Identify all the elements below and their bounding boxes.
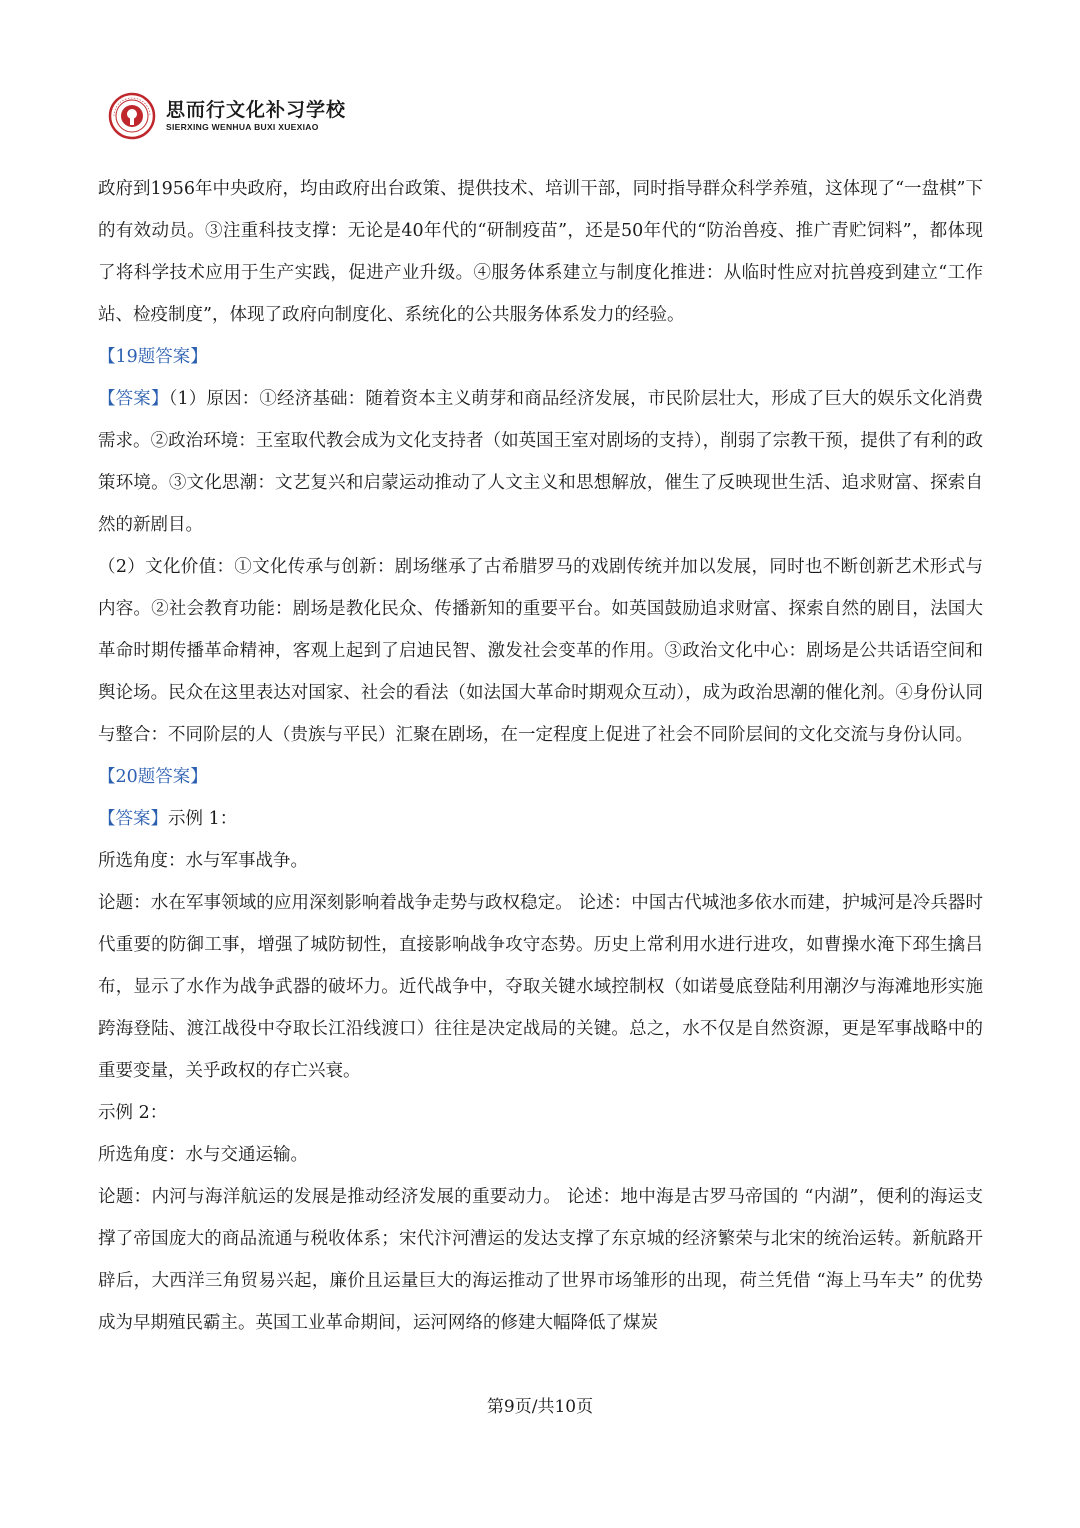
example1-argument: 论题：水在军事领域的应用深刻影响着战争走势与政权稳定。 论述：中国古代城池多依水而建，护城河是冷兵器时代重要的防御工事，增强了城防韧性，直接影响战争攻守态势。历史上常利用水进行进攻，如曹操水淹下邳生擒吕布，显示了水作为战争武器的破坏力。近代战争中，夺取关键水域控制权（如诺曼底登陆利用潮汐与海滩地形实施跨海登陆、渡江战役中夺取长江沿线渡口）往往是决定战局的关键。总之，水不仅是自然资源，更是军事战略中的重要变量，关乎政权的存亡兴衰。 (98, 893, 983, 1081)
q19-answer-part2: （2）文化价值：①文化传承与创新：剧场继承了古希腊罗马的戏剧传统并加以发展，同时也不断创新艺术形式与内容。②社会教育功能：剧场是教化民众、传播新知的重要平台。如英国鼓励追求财富、探索自然的剧目，法国大革命时期传播革命精神，客观上起到了启迪民智、激发社会变革的作用。③政治文化中心：剧场是公共话语空间和舆论场。民众在这里表达对国家、社会的看法（如法国大革命时期观众互动），成为政治思潮的催化剂。④身份认同与整合：不同阶层的人（贵族与平民）汇聚在剧场，在一定程度上促进了社会不同阶层间的文化交流与身份认同。 (98, 557, 983, 745)
example1-angle: 所选角度：水与军事战争。 (98, 851, 308, 871)
q19-title: 【19题答案】 (98, 347, 208, 367)
paragraph-continued: 政府到1956年中央政府，均由政府出台政策、提供技术、培训干部，同时指导群众科学养殖，这体现了“一盘棋”下的有效动员。③注重科技支撑：无论是40年代的“研制疫苗”，还是50年代的“防治兽疫、推广青贮饲料”，都体现了将科学技术应用于生产实践，促进产业升级。④服务体系建立与制度化推进：从临时性应对抗兽疫到建立“工作站、检疫制度”，体现了政府向制度化、系统化的公共服务体系发力的经验。 (98, 179, 983, 325)
q19-answer-part1 (98, 378, 983, 546)
example2-argument: 论题：内河与海洋航运的发展是推动经济发展的重要动力。 论述：地中海是古罗马帝国的 “内湖”，便利的海运支撑了帝国庞大的商品流通与税收体系；宋代汴河漕运的发达支撑了东京城的经济繁荣与北宋的统治运转。新航路开辟后，大西洋三角贸易兴起，廉价且运量巨大的海运推动了世界市场雏形的出现，荷兰凭借 “海上马车夫” 的优势成为早期殖民霸主。英国工业革命期间，运河网络的修建大幅降低了煤炭 (98, 1187, 983, 1333)
answer-tag: 【答案】 (98, 809, 168, 829)
example2-angle: 所选角度：水与交通运输。 (98, 1145, 308, 1165)
answer-tag: 【答案】 (98, 389, 169, 409)
q19-part1-text: （1）原因：①经济基础：随着资本主义萌芽和商品经济发展，市民阶层壮大，形成了巨大的娱乐文化消费需求。②政治环境：王室取代教会成为文化支持者（如英国王室对剧场的支持），削弱了宗教干预，提供了有利的政策环境。③文化思潮：文艺复兴和启蒙运动推动了人文主义和思想解放，催生了反映现世生活、追求财富、探索自然的新剧目。 (98, 389, 983, 535)
school-header (108, 92, 346, 140)
example1-text: 示例 1： (168, 809, 238, 829)
example2-label: 示例 2： (98, 1103, 168, 1123)
page-content (98, 168, 983, 1344)
school-name-cn: 思而行文化补习学校 (166, 98, 347, 121)
q20-title: 【20题答案】 (98, 767, 208, 787)
page-number: 第9页/共10页 (486, 1397, 594, 1417)
q20-example1-label (98, 798, 983, 840)
school-name-en: SIERXING WENHUA BUXI XUEXIAO (166, 121, 319, 132)
school-seal-logo (108, 92, 156, 140)
